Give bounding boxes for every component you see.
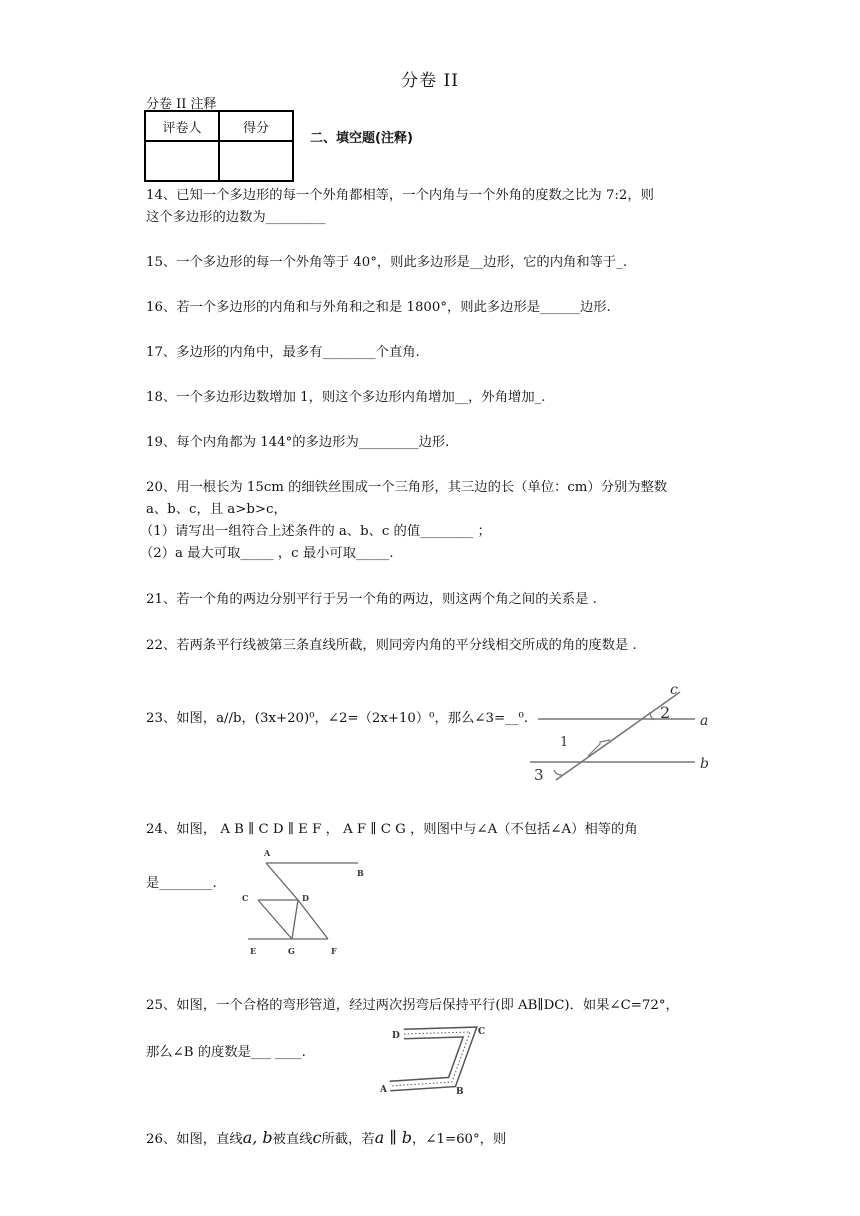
fig24-label-G: G — [288, 946, 295, 956]
fig24-label-C: C — [242, 893, 249, 903]
question-26-ab: a, b — [242, 1128, 273, 1147]
fig25-label-A: A — [380, 1085, 387, 1095]
fig23-label-3: 3 — [534, 766, 544, 784]
fig23-label-b: b — [700, 756, 709, 772]
question-25-line2: 那么∠B 的度数是___ ____. — [146, 1045, 306, 1060]
score-cell[interactable] — [219, 141, 293, 181]
question-21: 21、若一个角的两边分别平行于另一个角的两边，则这两个角之间的关系是 . — [146, 592, 597, 607]
fig24-label-E: E — [250, 946, 257, 956]
section-heading: 二、填空题(注释) — [310, 131, 413, 146]
question-26-mid2: 所截，若 — [321, 1132, 375, 1147]
question-22: 22、若两条平行线被第三条直线所截，则同旁内角的平分线相交所成的角的度数是 . — [146, 638, 637, 653]
question-26-tail: ，∠1=60°，则 — [412, 1132, 507, 1147]
fig24-label-B: B — [357, 868, 364, 878]
question-26-prefix: 26、如图，直线 — [146, 1132, 243, 1147]
question-15: 15、一个多边形的每一个外角等于 40°，则此多边形是__边形，它的内角和等于_. — [146, 255, 628, 270]
fig24-label-A: A — [264, 848, 271, 858]
fig25-label-D: D — [392, 1031, 400, 1041]
fig25-label-B: B — [456, 1087, 464, 1097]
fig24-label-D: D — [302, 893, 309, 903]
question-23: 23、如图，a//b，(3x+20)⁰，∠2=（2x+10）⁰，那么∠3=__⁰. — [146, 711, 528, 726]
question-20-part2: （2）a 最大可取_____ ，c 最小可取_____. — [140, 546, 394, 561]
question-24-line2: 是________. — [146, 876, 217, 891]
question-18: 18、一个多边形边数增加 1，则这个多边形内角增加__，外角增加_. — [146, 390, 546, 405]
fig24-label-F: F — [331, 946, 337, 956]
fig23-label-1: 1 — [560, 735, 569, 750]
question-26 — [146, 1128, 506, 1150]
question-26-c: c — [312, 1128, 322, 1147]
question-14-line2: 这个多边形的边数为_________ — [146, 210, 326, 225]
question-26-parallel: a ∥ b — [374, 1128, 413, 1147]
fig25-label-C: C — [478, 1027, 486, 1037]
question-20-line2: a、b、c，且 a>b>c， — [146, 502, 287, 517]
fig23-label-a: a — [700, 713, 709, 729]
question-25-line1: 25、如图，一个合格的弯形管道，经过两次拐弯后保持平行(即 AB∥DC)．如果∠C=72°， — [146, 998, 679, 1013]
question-20-line1: 20、用一根长为 15cm 的细铁丝围成一个三角形，其三边的长（单位：cm）分别为整数 — [146, 480, 668, 495]
section-note: 分卷 II 注释 — [146, 97, 217, 112]
question-14-line1: 14、已知一个多边形的每一个外角都相等，一个内角与一个外角的度数之比为 7:2，则 — [146, 188, 654, 203]
question-17: 17、多边形的内角中，最多有________个直角. — [146, 345, 420, 360]
score-table — [144, 110, 294, 182]
fig23-label-c: c — [670, 682, 678, 698]
question-19: 19、每个内角都为 144°的多边形为_________边形. — [146, 435, 450, 450]
question-16: 16、若一个多边形的内角和与外角和之和是 1800°，则此多边形是______边形. — [146, 300, 611, 315]
question-24-line1: 24、如图， A B ∥ C D ∥ E F ， A F ∥ C G ，则图中与∠A（不包括∠A）相等的角 — [146, 822, 638, 837]
question-20-part1: （1）请写出一组符合上述条件的 a、b、c 的值________ ； — [140, 524, 491, 539]
question-26-mid: 被直线 — [272, 1132, 313, 1147]
grader-header: 评卷人 — [145, 111, 219, 141]
page-title: 分卷 II — [401, 71, 459, 91]
grader-cell[interactable] — [145, 141, 219, 181]
figure-23 — [520, 680, 720, 785]
figure-24 — [236, 846, 376, 961]
figure-25 — [378, 1022, 498, 1102]
score-header: 得分 — [219, 111, 293, 141]
fig23-label-2: 2 — [660, 703, 671, 722]
